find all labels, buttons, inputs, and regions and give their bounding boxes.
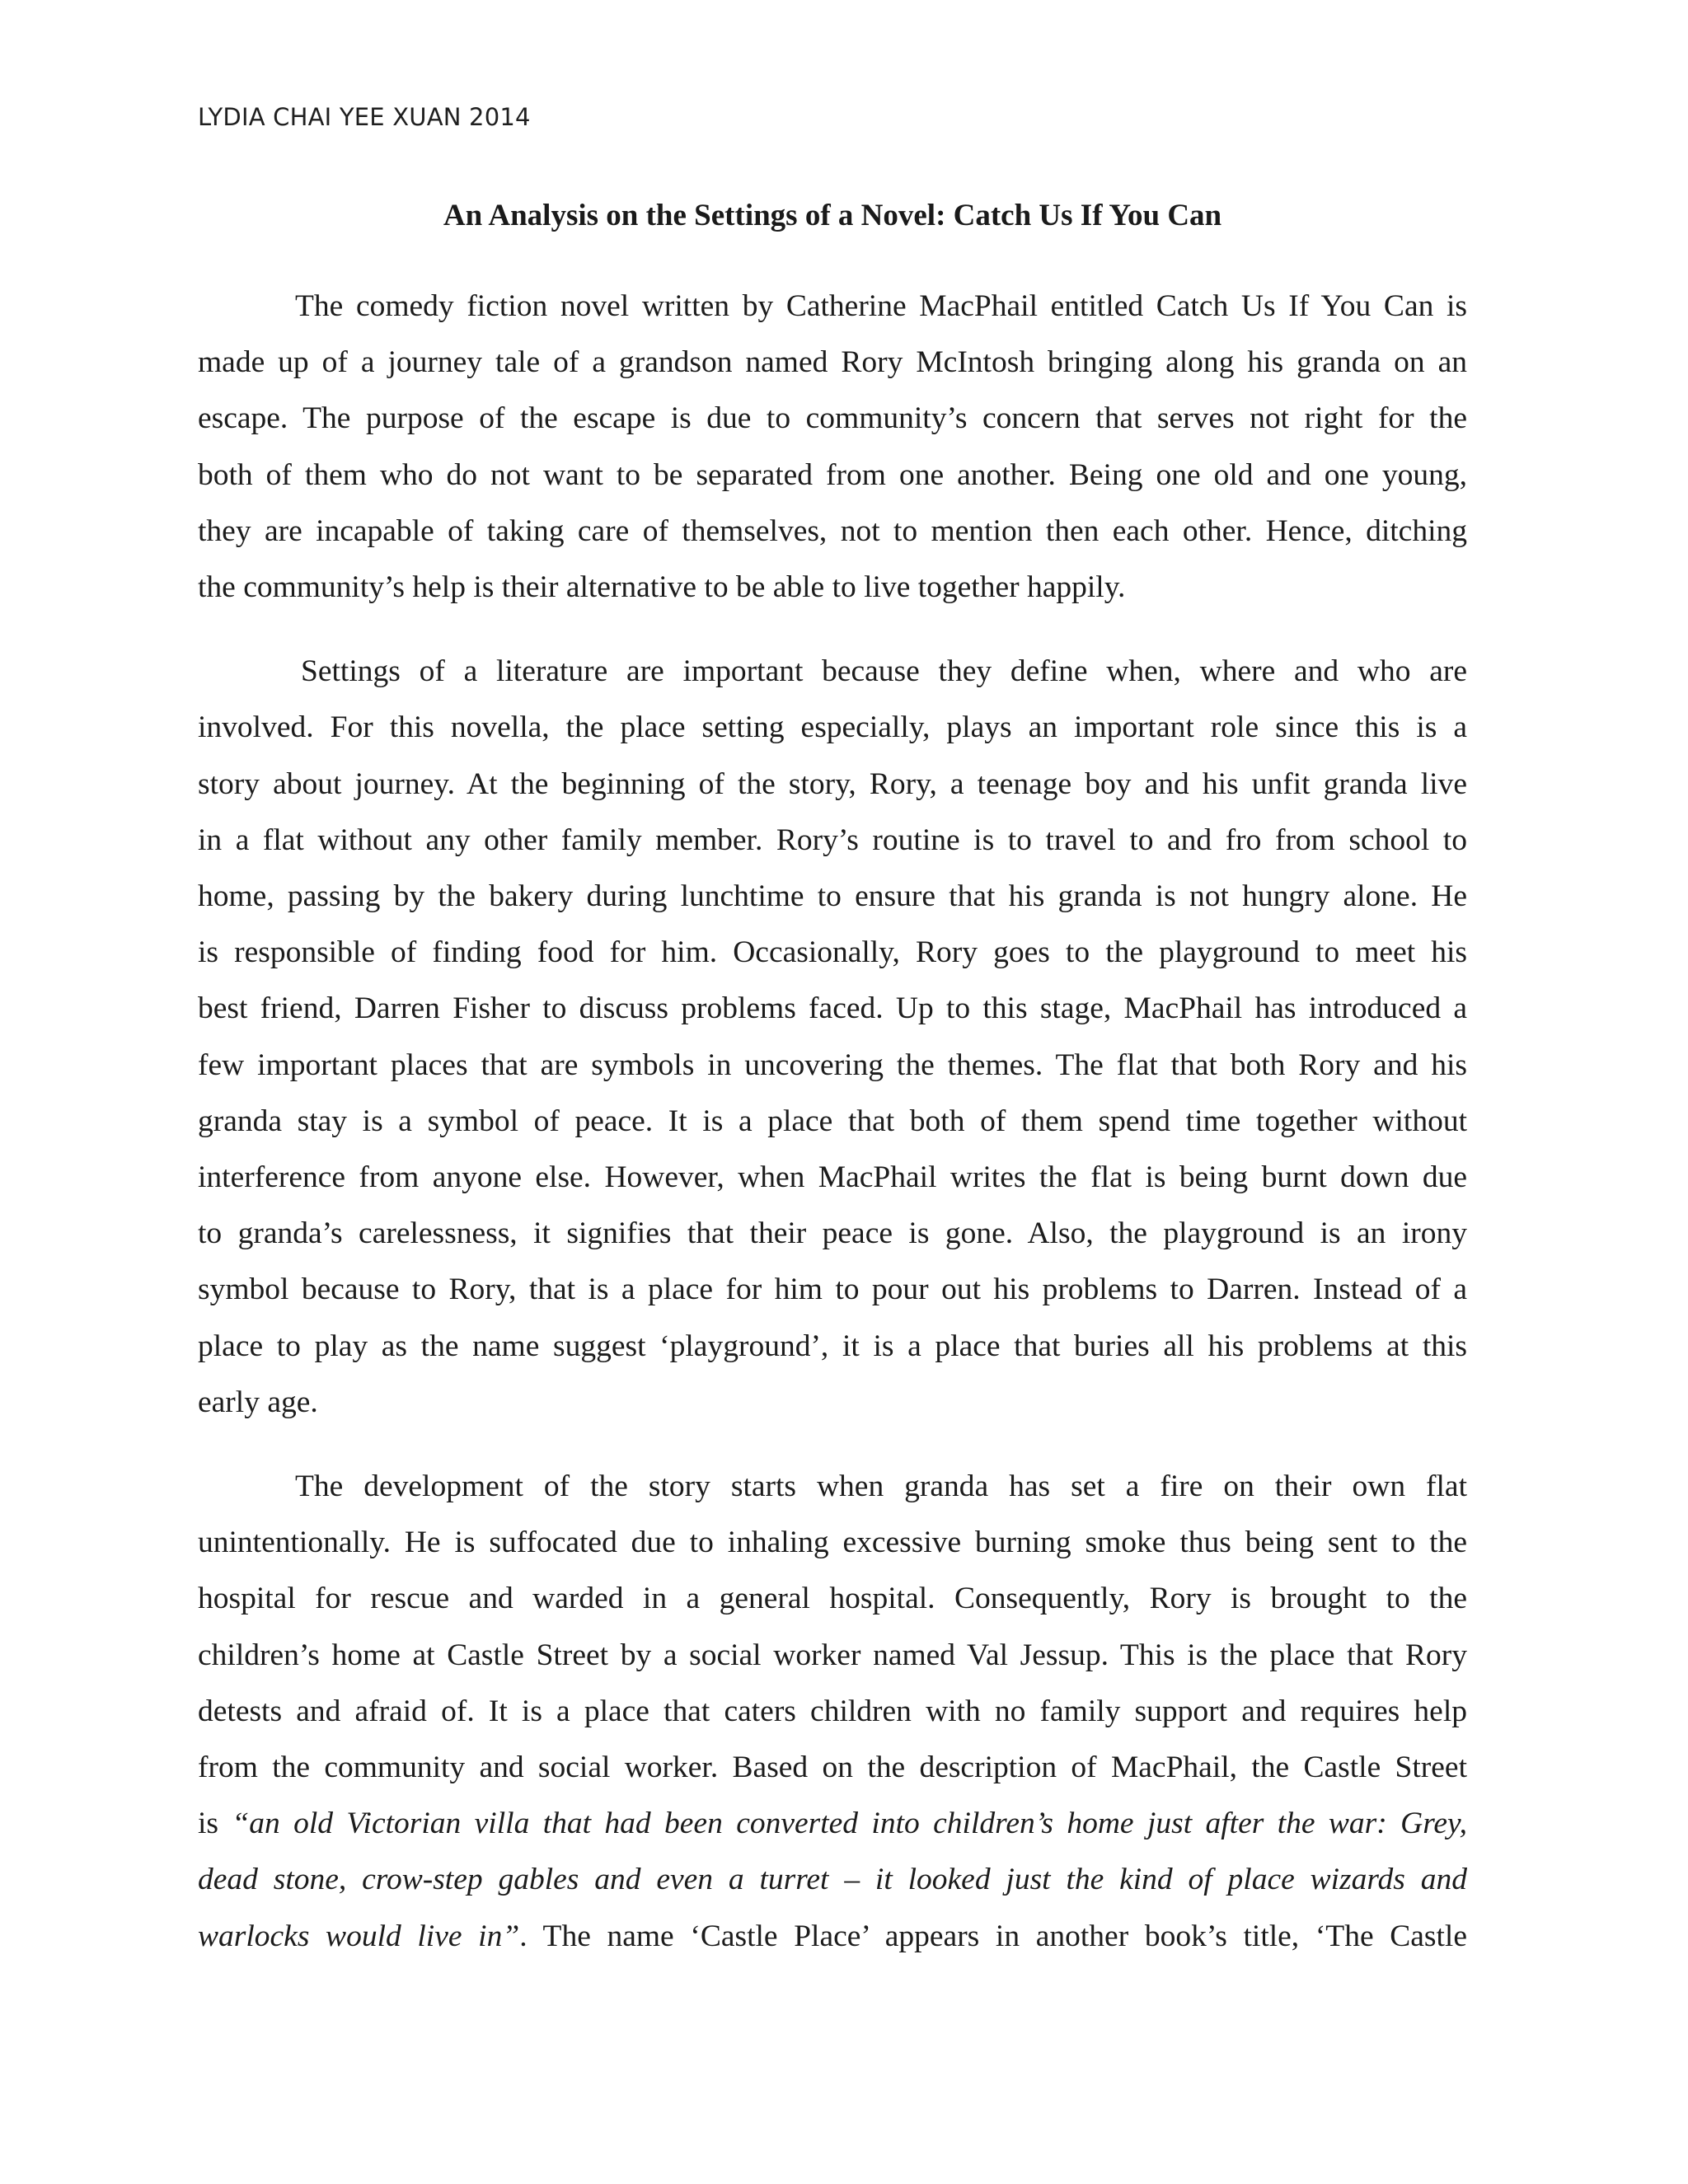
paragraph-line: involved. For this novella, the place setting especially, plays an important role since this is a [198, 710, 1467, 745]
quote-line [198, 1852, 1467, 1908]
paragraph-line: detests and afraid of. It is a place that caters children with no family support and requires help [198, 1694, 1467, 1728]
paragraph-line: hospital for rescue and warded in a general hospital. Consequently, Rory is brought to the [198, 1582, 1467, 1616]
paragraph-3 [198, 1459, 1467, 1965]
paragraph-line: made up of a journey tale of a grandson named Rory McIntosh bringing along his granda on an [198, 345, 1467, 380]
paragraph-line: story about journey. At the beginning of the story, Rory, a teenage boy and his unfit granda live [198, 766, 1467, 801]
paragraph-line: The development of the story starts when granda has set a fire on their own flat [295, 1469, 1467, 1504]
paragraph-2 [198, 644, 1467, 1431]
paragraph-line: from the community and social worker. Based on the description of MacPhail, the Castle Street [198, 1750, 1467, 1785]
paragraph-line: few important places that are symbols in uncovering the themes. The flat that both Rory and his [198, 1047, 1467, 1082]
quote-line [198, 1909, 1467, 1965]
quotation-text: warlocks would live in” [198, 1919, 520, 1953]
document-body [198, 279, 1467, 1993]
paragraph-line: home, passing by the bakery during lunchtime to ensure that his granda is not hungry alone. He [198, 879, 1467, 914]
quote-line [198, 1796, 1467, 1852]
paragraph-line: to granda’s carelessness, it signifies that their peace is gone. Also, the playground is an irony [198, 1216, 1467, 1251]
paragraph-line: interference from anyone else. However, when MacPhail writes the flat is being burnt down due [198, 1160, 1467, 1195]
paragraph-line: Settings of a literature are important because they define when, where and who are [301, 654, 1467, 689]
paragraph-line: The comedy fiction novel written by Catherine MacPhail entitled Catch Us If You Can is [295, 289, 1467, 323]
paragraph-line: the community’s help is their alternative to be able to live together happily. [198, 570, 1126, 605]
paragraph-1 [198, 279, 1467, 616]
quote-prefix: is [198, 1807, 232, 1841]
paragraph-line: early age. [198, 1385, 318, 1419]
paragraph-line: best friend, Darren Fisher to discuss problems faced. Up to this stage, MacPhail has introduced a [198, 991, 1467, 1026]
paragraph-line: place to play as the name suggest ‘playground’, it is a place that buries all his problems at this [198, 1329, 1467, 1363]
quotation-text: dead stone, crow-step gables and even a turret – it looked just the kind of place wizards and [198, 1863, 1467, 1897]
paragraph-line: both of them who do not want to be separated from one another. Being one old and one young, [198, 457, 1467, 492]
paragraph-line: escape. The purpose of the escape is due to community’s concern that serves not right for the [198, 401, 1467, 436]
paragraph-line: in a flat without any other family member. Rory’s routine is to travel to and fro from school to [198, 823, 1467, 857]
paragraph-line: symbol because to Rory, that is a place for him to pour out his problems to Darren. Instead of a [198, 1272, 1467, 1307]
running-header: LYDIA CHAI YEE XUAN 2014 [198, 103, 531, 131]
paragraph-line: children’s home at Castle Street by a social worker named Val Jessup. This is the place that Rory [198, 1638, 1467, 1672]
paragraph-line: granda stay is a symbol of peace. It is a place that both of them spend time together without [198, 1104, 1467, 1138]
paragraph-line: unintentionally. He is suffocated due to inhaling excessive burning smoke thus being sent to the [198, 1526, 1467, 1560]
quote-suffix: . The name ‘Castle Place’ appears in another book’s title, ‘The Castle [519, 1919, 1467, 1953]
paragraph-line: they are incapable of taking care of themselves, not to mention then each other. Hence, ditching [198, 513, 1467, 548]
paragraph-line: is responsible of finding food for him. Occasionally, Rory goes to the playground to meet his [198, 935, 1467, 970]
quotation-text: “an old Victorian villa that had been converted into children’s home just after the war: Grey, [232, 1807, 1467, 1841]
document-title: An Analysis on the Settings of a Novel: Catch Us If You Can [443, 199, 1222, 232]
